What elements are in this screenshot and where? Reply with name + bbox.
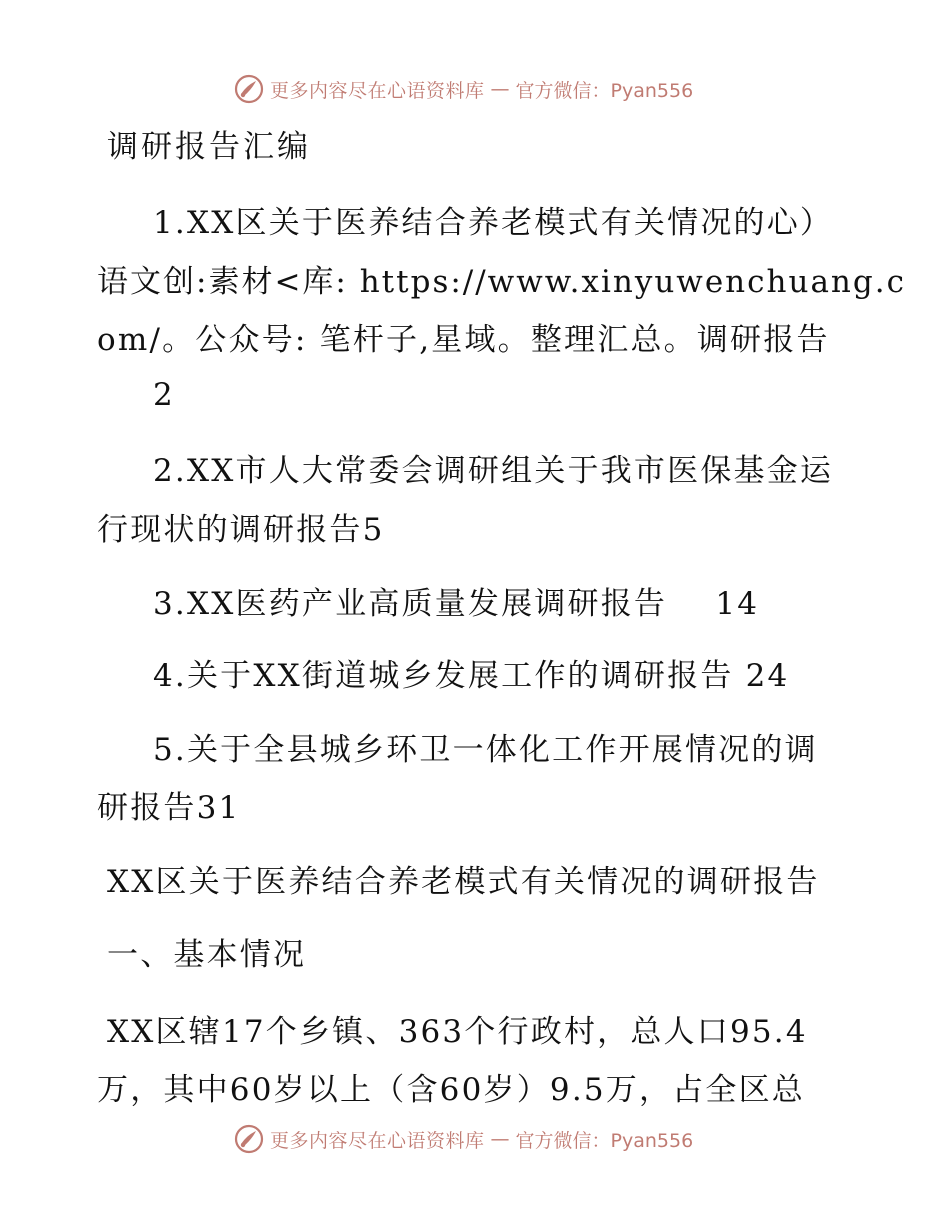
subsection-title: 一、基本情况 — [107, 937, 307, 973]
toc-item-5-line-1: 5.关于全县城乡环卫一体化工作开展情况的调 — [153, 732, 818, 768]
brush-logo-icon — [234, 74, 264, 104]
toc-item-4: 4.关于XX街道城乡发展工作的调研报告 24 — [153, 658, 790, 694]
watermark-wechat: 官方微信：Pyan556 — [515, 1129, 694, 1152]
watermark-footer — [234, 1123, 754, 1155]
paragraph-line-2: 万，其中60岁以上（含60岁）9.5万，占全区总 — [97, 1072, 805, 1108]
toc-item-2-line-2: 行现状的调研报告5 — [97, 512, 385, 548]
watermark-text: 更多内容尽在心语资料库 — [270, 1129, 485, 1152]
watermark-wechat: 官方微信：Pyan556 — [515, 79, 694, 102]
toc-item-1-page: 2 — [153, 377, 174, 413]
toc-item-1-line-3: om/。公众号: 笔杆子,星域。整理汇总。调研报告 — [97, 322, 830, 358]
section-title: XX区关于医养结合养老模式有关情况的调研报告 — [107, 864, 820, 900]
toc-item-3: 3.XX医药产业高质量发展调研报告 14 — [153, 586, 760, 622]
watermark-separator: — — [490, 78, 510, 100]
watermark-header — [234, 73, 754, 105]
brush-logo-icon — [234, 1124, 264, 1154]
watermark-separator: — — [490, 1128, 510, 1150]
toc-item-2-line-1: 2.XX市人大常委会调研组关于我市医保基金运 — [153, 453, 834, 489]
paragraph-line-1: XX区辖17个乡镇、363个行政村，总人口95.4 — [107, 1014, 808, 1050]
document-title: 调研报告汇编 — [107, 129, 311, 165]
toc-item-1-line-1: 1.XX区关于医养结合养老模式有关情况的心） — [153, 205, 834, 241]
watermark-text: 更多内容尽在心语资料库 — [270, 79, 485, 102]
toc-item-1-line-2: 语文创:素材<库: https://www.xinyuwenchuang.c — [97, 264, 906, 300]
toc-item-5-line-2: 研报告31 — [97, 790, 241, 826]
